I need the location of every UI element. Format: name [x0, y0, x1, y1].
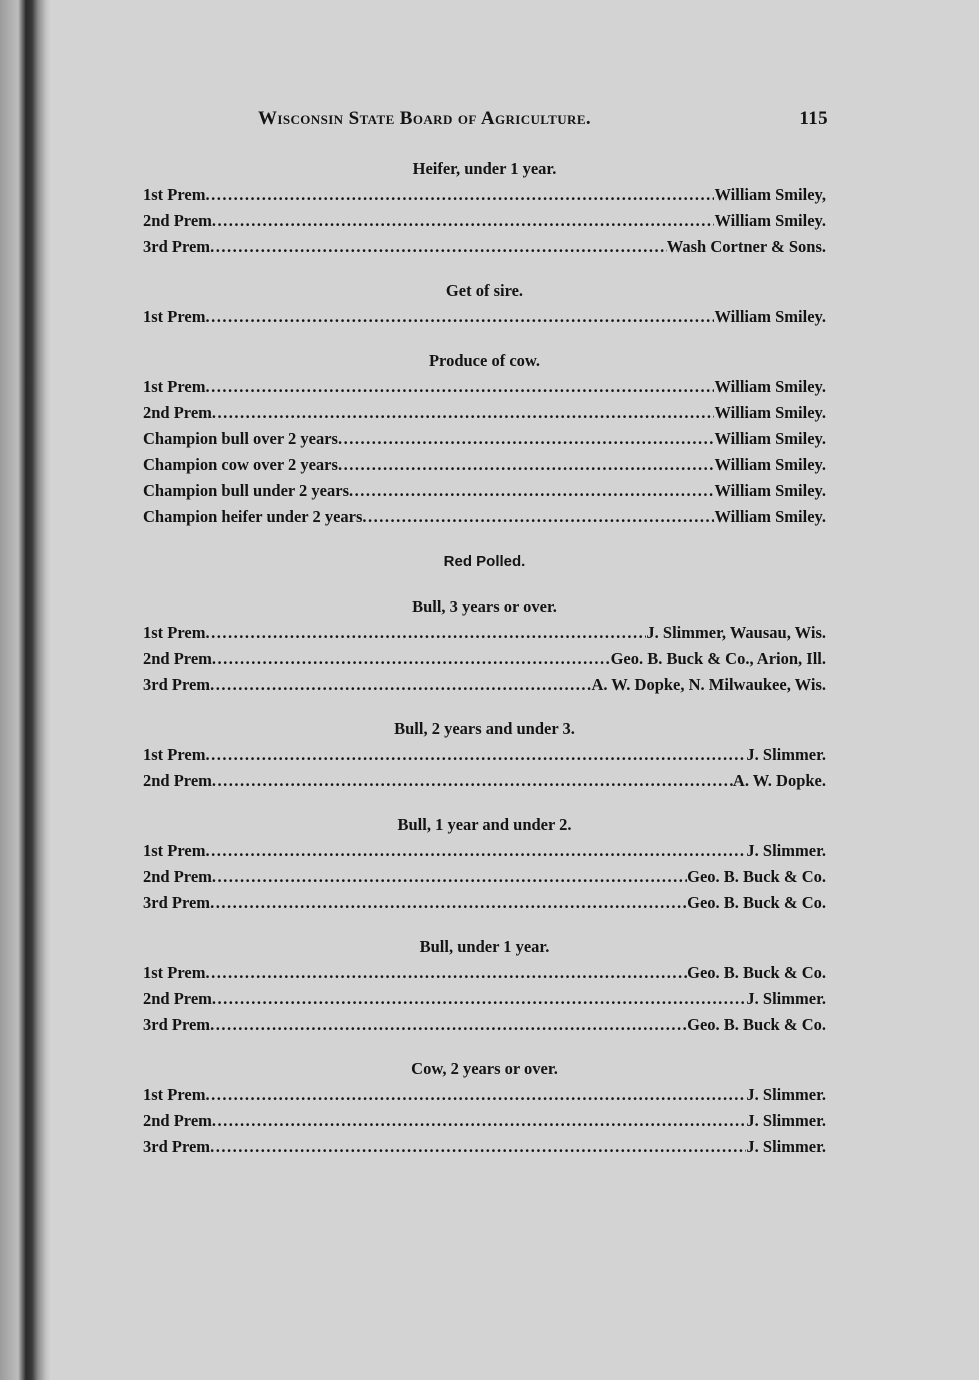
award-label: 3rd Prem [143, 893, 211, 912]
dot-leader [210, 234, 667, 260]
page-number: 115 [799, 108, 828, 129]
dot-leader [212, 208, 715, 234]
award-entry [143, 986, 826, 1012]
section-heading: Bull, 2 years and under 3. [394, 719, 575, 738]
award-winner: William Smiley. [714, 481, 826, 500]
award-label: 2nd Prem [143, 989, 212, 1008]
award-entry [143, 1108, 826, 1134]
award-winner: William Smiley. [714, 403, 826, 422]
running-head-title: Wisconsin State Board of Agriculture. [258, 108, 592, 129]
award-label: Champion heifer under 2 years [143, 507, 363, 526]
award-winner: J. Slimmer. [746, 1085, 826, 1104]
dot-leader [349, 478, 714, 504]
breed-heading: Red Polled. [443, 553, 526, 570]
section-heading: Bull, 1 year and under 2. [397, 815, 572, 834]
award-entry [143, 864, 826, 890]
premium-list [143, 155, 826, 1177]
award-winner: Geo. B. Buck & Co. [687, 1015, 826, 1034]
award-winner: J. Slimmer, Wausau, Wis. [646, 623, 826, 642]
award-winner: A. W. Dopke. [732, 771, 826, 790]
award-winner: Geo. B. Buck & Co. [687, 867, 826, 886]
award-entry [143, 890, 826, 916]
award-label: 3rd Prem [143, 1137, 211, 1156]
section-get-of-sire [143, 277, 826, 330]
award-winner: J. Slimmer. [746, 1111, 826, 1130]
award-entry [143, 1012, 826, 1038]
award-label: 1st Prem [143, 841, 206, 860]
award-entry [143, 452, 826, 478]
award-winner: J. Slimmer. [746, 745, 826, 764]
award-label: 1st Prem [143, 623, 206, 642]
section-heading: Bull, 3 years or over. [412, 597, 557, 616]
award-entry [143, 742, 826, 768]
dot-leader [212, 400, 715, 426]
dot-leader [362, 504, 714, 530]
award-winner: Geo. B. Buck & Co. [687, 963, 826, 982]
section-heifer-under-1 [143, 155, 826, 260]
award-label: 2nd Prem [143, 771, 212, 790]
dot-leader [205, 182, 714, 208]
award-entry [143, 208, 826, 234]
award-entry [143, 960, 826, 986]
award-winner: J. Slimmer. [746, 989, 826, 1008]
award-label: 3rd Prem [143, 1015, 211, 1034]
award-entry [143, 478, 826, 504]
dot-leader [210, 1012, 687, 1038]
section-heading: Get of sire. [445, 281, 524, 300]
dot-leader [205, 742, 746, 768]
dot-leader [205, 620, 646, 646]
award-label: 1st Prem [143, 745, 206, 764]
book-gutter [0, 0, 50, 1380]
section-bull-2-years [143, 715, 826, 794]
award-winner: William Smiley. [714, 211, 826, 230]
dot-leader [210, 1134, 746, 1160]
section-heading: Produce of cow. [428, 351, 541, 370]
award-label: Champion bull over 2 years [143, 429, 338, 448]
award-label: 2nd Prem [143, 649, 212, 668]
award-winner: J. Slimmer. [746, 841, 826, 860]
dot-leader [205, 374, 714, 400]
award-winner: William Smiley. [714, 377, 826, 396]
section-heading: Bull, under 1 year. [419, 937, 550, 956]
award-label: 1st Prem [143, 377, 206, 396]
award-winner: William Smiley. [714, 507, 826, 526]
dot-leader [212, 646, 611, 672]
award-winner: William Smiley. [714, 307, 826, 326]
award-winner: A. W. Dopke, N. Milwaukee, Wis. [591, 675, 826, 694]
section-bull-1-year [143, 811, 826, 916]
section-produce-of-cow [143, 347, 826, 530]
award-entry [143, 234, 826, 260]
section-cow-2-years [143, 1055, 826, 1160]
dot-leader [338, 452, 715, 478]
dot-leader [210, 890, 687, 916]
dot-leader [212, 768, 733, 794]
award-label: 2nd Prem [143, 211, 212, 230]
dot-leader [212, 1108, 747, 1134]
award-winner: Geo. B. Buck & Co., Arion, Ill. [610, 649, 826, 668]
dot-leader [205, 1082, 746, 1108]
award-entry [143, 768, 826, 794]
award-entry [143, 672, 826, 698]
dot-leader [212, 986, 747, 1012]
award-entry [143, 400, 826, 426]
award-winner: J. Slimmer. [746, 1137, 826, 1156]
award-label: 2nd Prem [143, 403, 212, 422]
award-winner: Wash Cortner & Sons. [666, 237, 826, 256]
award-winner: William Smiley. [714, 429, 826, 448]
award-label: 2nd Prem [143, 867, 212, 886]
award-label: 2nd Prem [143, 1111, 212, 1130]
award-entry [143, 838, 826, 864]
award-entry [143, 426, 826, 452]
dot-leader [205, 838, 746, 864]
section-bull-under-1 [143, 933, 826, 1038]
award-entry [143, 182, 826, 208]
award-entry [143, 304, 826, 330]
award-label: Champion cow over 2 years [143, 455, 338, 474]
award-entry [143, 374, 826, 400]
award-entry [143, 504, 826, 530]
dot-leader [338, 426, 714, 452]
section-bull-3-years [143, 593, 826, 698]
award-label: 3rd Prem [143, 237, 211, 256]
award-entry [143, 646, 826, 672]
award-label: Champion bull under 2 years [143, 481, 349, 500]
award-winner: William Smiley, [714, 185, 826, 204]
dot-leader [205, 304, 714, 330]
running-head [258, 108, 828, 130]
award-label: 1st Prem [143, 307, 206, 326]
dot-leader [205, 960, 687, 986]
award-label: 3rd Prem [143, 675, 211, 694]
dot-leader [212, 864, 687, 890]
dot-leader [210, 672, 591, 698]
section-heading: Cow, 2 years or over. [411, 1059, 558, 1078]
award-entry [143, 1134, 826, 1160]
award-entry [143, 620, 826, 646]
award-winner: Geo. B. Buck & Co. [687, 893, 826, 912]
award-winner: William Smiley. [714, 455, 826, 474]
award-entry [143, 1082, 826, 1108]
section-heading: Heifer, under 1 year. [412, 159, 557, 178]
award-label: 1st Prem [143, 1085, 206, 1104]
award-label: 1st Prem [143, 963, 206, 982]
award-label: 1st Prem [143, 185, 206, 204]
